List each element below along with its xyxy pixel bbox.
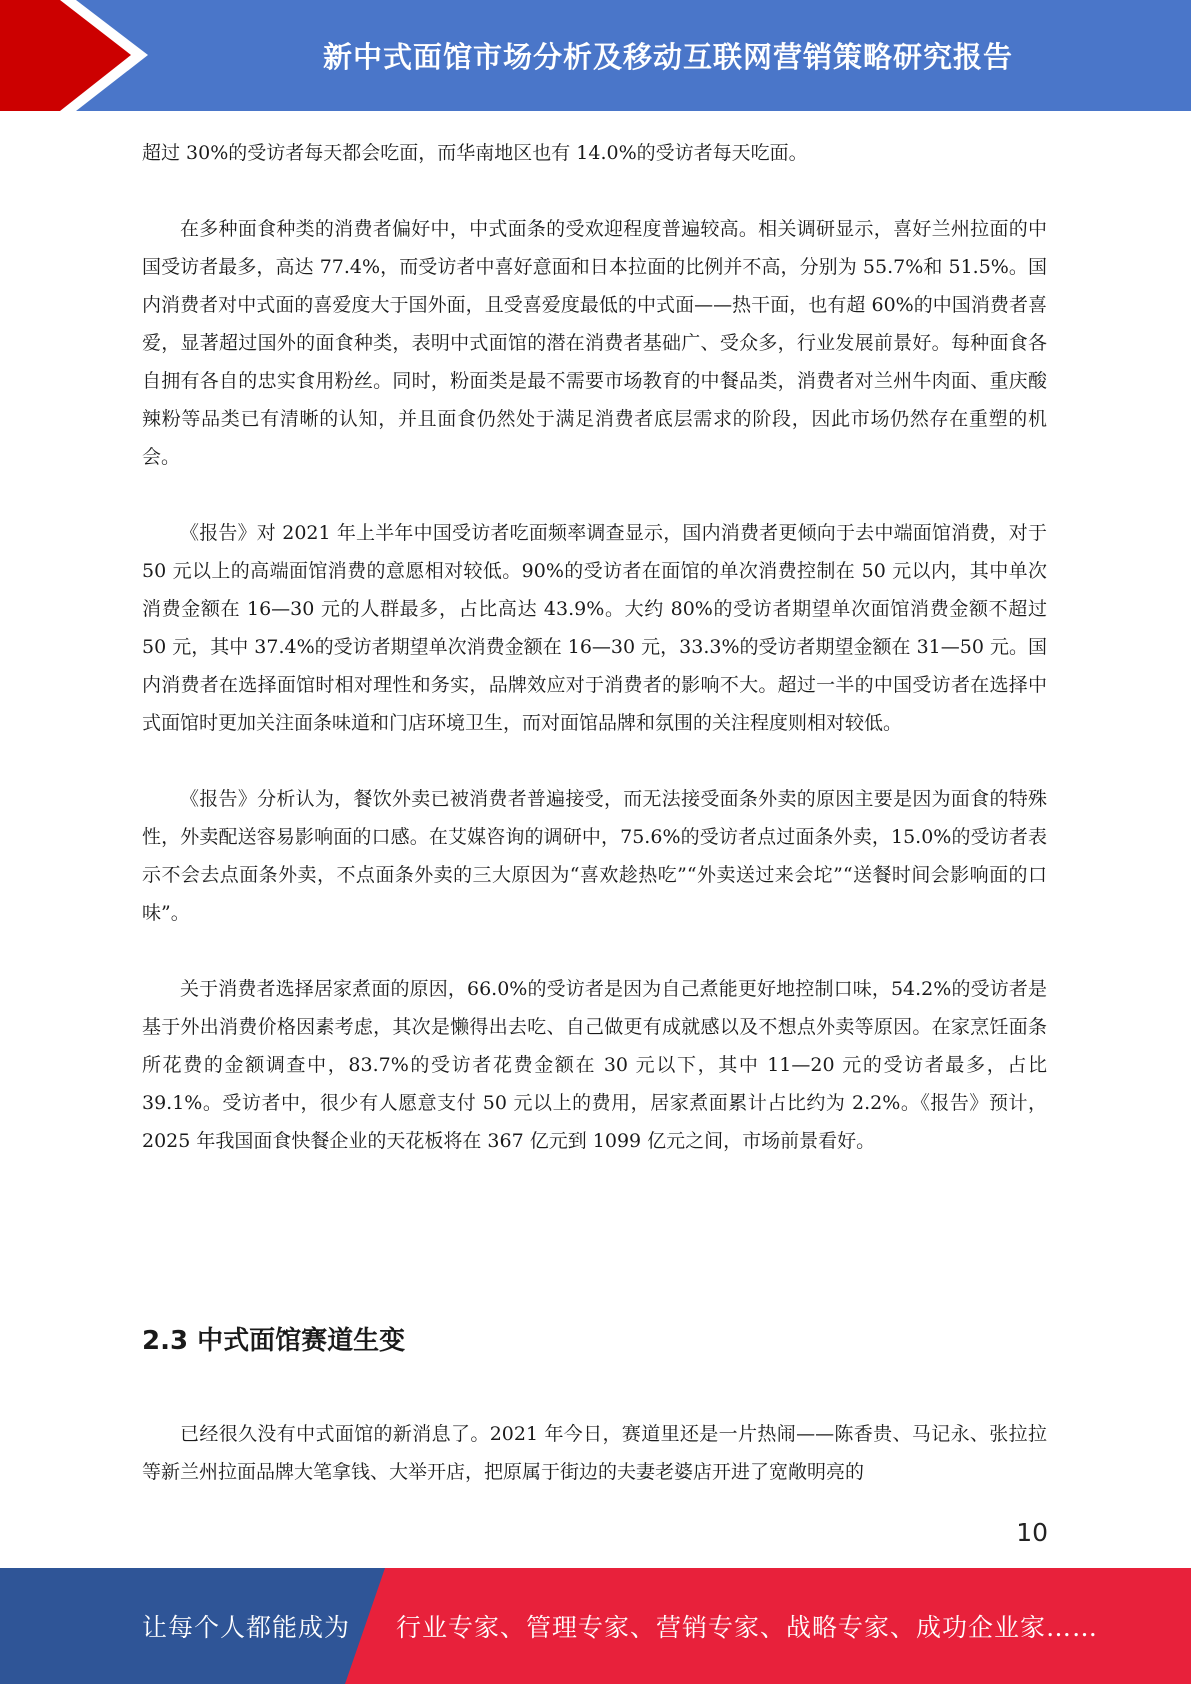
report-title: 新中式面馆市场分析及移动互联网营销策略研究报告 bbox=[322, 40, 1013, 74]
page-header bbox=[0, 0, 1191, 111]
body-text bbox=[142, 134, 1047, 1160]
page-number: 10 bbox=[1016, 1518, 1048, 1547]
footer-slogan-left: 让每个人都能成为 bbox=[142, 1613, 351, 1642]
section-body bbox=[142, 1415, 1047, 1491]
paragraph-4: 《报告》分析认为，餐饮外卖已被消费者普遍接受，而无法接受面条外卖的原因主要是因为面食的特殊性，外卖配送容易影响面的口感。在艾媒咨询的调研中，75.6%的受访者点过面条外卖，15.0%的受访者表示不会去点面条外卖，不点面条外卖的三大原因为“喜欢趁热吃”“外卖送过来会坨”“送餐时间会影响面的口味”。 bbox=[142, 788, 1047, 924]
section-heading: 2.3 中式面馆赛道生变 bbox=[142, 1326, 406, 1356]
footer-slogan-right: 行业专家、管理专家、营销专家、战略专家、成功企业家…… bbox=[396, 1613, 1099, 1642]
paragraph-3: 《报告》对 2021 年上半年中国受访者吃面频率调查显示，国内消费者更倾向于去中端面馆消费，对于 50 元以上的高端面馆消费的意愿相对较低。90%的受访者在面馆的单次消费控制在 50 元以内，其中单次消费金额在 16—30 元的人群最多，占比高达 43.9%。大约 80%的受访者期望单次面馆消费金额不超过 50 元，其中 37.4%的受访者期望单次消费金额在 16—30 元，33.3%的受访者期望金额在 31—50 元。国内消费者在选择面馆时相对理性和务实，品牌效应对于消费者的影响不大。超过一半的中国受访者在选择中式面馆时更加关注面条味道和门店环境卫生，而对面馆品牌和氛围的关注程度则相对较低。 bbox=[142, 522, 1047, 734]
section-paragraph: 已经很久没有中式面馆的新消息了。2021 年今日，赛道里还是一片热闹——陈香贵、马记永、张拉拉等新兰州拉面品牌大笔拿钱、大举开店，把原属于街边的夫妻老婆店开进了宽敞明亮的 bbox=[142, 1423, 1047, 1483]
page-footer bbox=[0, 1568, 1191, 1684]
paragraph-1: 超过 30%的受访者每天都会吃面，而华南地区也有 14.0%的受访者每天吃面。 bbox=[142, 142, 808, 164]
paragraph-5: 关于消费者选择居家煮面的原因，66.0%的受访者是因为自己煮能更好地控制口味，54.2%的受访者是基于外出消费价格因素考虑，其次是懒得出去吃、自己做更有成就感以及不想点外卖等原因。在家烹饪面条所花费的金额调查中，83.7%的受访者花费金额在 30 元以下，其中 11—20 元的受访者最多，占比 39.1%。受访者中，很少有人愿意支付 50 元以上的费用，居家煮面累计占比约为 2.2%。《报告》预计，2025 年我国面食快餐企业的天花板将在 367 亿元到 1099 亿元之间，市场前景看好。 bbox=[142, 978, 1047, 1152]
header-arrow-icon bbox=[0, 0, 160, 111]
paragraph-2: 在多种面食种类的消费者偏好中，中式面条的受欢迎程度普遍较高。相关调研显示，喜好兰州拉面的中国受访者最多，高达 77.4%，而受访者中喜好意面和日本拉面的比例并不高，分别为 55.7%和 51.5%。国内消费者对中式面的喜爱度大于国外面，且受喜爱度最低的中式面——热干面，也有超 60%的中国消费者喜爱，显著超过国外的面食种类，表明中式面馆的潜在消费者基础广、受众多，行业发展前景好。每种面食各自拥有各自的忠实食用粉丝。同时，粉面类是最不需要市场教育的中餐品类，消费者对兰州牛肉面、重庆酸辣粉等品类已有清晰的认知，并且面食仍然处于满足消费者底层需求的阶段，因此市场仍然存在重塑的机会。 bbox=[142, 218, 1047, 468]
